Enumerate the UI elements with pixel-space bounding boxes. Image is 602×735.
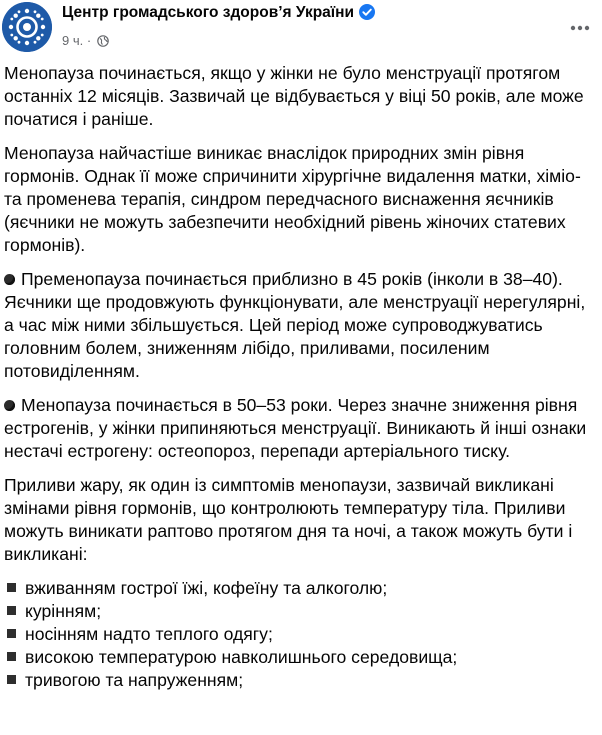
black-circle-icon — [4, 400, 15, 411]
post-header — [0, 0, 602, 58]
more-options-icon — [570, 25, 590, 31]
verified-badge-icon — [359, 4, 375, 20]
paragraph-1: Менопауза починається, якщо у жінки не було менструації протягом останніх 12 місяців. Зазвичай це відбувається у віці 50 років, але може початися і раніше. — [4, 63, 584, 129]
page-name[interactable] — [62, 4, 375, 22]
list-item-text: тривогою та напруженням; — [25, 670, 244, 690]
paragraph-3-text: Пременопауза починається приблизно в 45 років (інколи в 38–40). Яєчники ще продовжують функціонувати, але менструації нерегулярні, а час між ними збільшується. Цей період може супроводжуватись головним болем, зниженням лібідо, приливами, посиленим потовиділенням. — [4, 269, 586, 381]
page-name-text[interactable]: Центр громадського здоров’я України — [62, 4, 355, 21]
list-item — [4, 646, 598, 669]
list-item-text: носінням надто теплого одягу; — [25, 624, 273, 644]
square-bullet-icon — [7, 583, 16, 592]
meta-separator: · — [86, 33, 92, 48]
list-item-text: високою температурою навколишнього середовища; — [25, 647, 458, 667]
causes-list — [4, 577, 598, 692]
list-item — [4, 623, 598, 646]
square-bullet-icon — [7, 606, 16, 615]
post-text — [4, 62, 598, 692]
globe-icon — [97, 35, 109, 47]
list-item-text: вживанням гострої їжі, кофеїну та алкоголю; — [25, 578, 388, 598]
black-circle-icon — [4, 274, 15, 285]
square-bullet-icon — [7, 629, 16, 638]
post-time[interactable]: 9 ч. — [62, 33, 84, 48]
paragraph-2: Менопауза найчастіше виникає внаслідок природних змін рівня гормонів. Однак її може спричинити хірургічне видалення матки, хіміо- та променева терапія, синдром передчасного виснаження яєчників (яєчники не можуть забезпечити необхідний рівень жіночих статевих гормонів). — [4, 143, 581, 255]
square-bullet-icon — [7, 652, 16, 661]
list-item — [4, 577, 598, 600]
post-meta — [62, 33, 109, 48]
more-options-button[interactable] — [566, 14, 594, 42]
logo-icon — [2, 2, 52, 52]
square-bullet-icon — [7, 675, 16, 684]
list-item — [4, 669, 598, 692]
paragraph-3 — [4, 268, 598, 383]
paragraph-5: Приливи жару, як один із симптомів менопаузи, зазвичай викликані змінами рівня гормонів, що контролюють температуру тіла. Приливи можуть виникати раптово протягом дня та ночі, а також можуть бути і викликані: — [4, 475, 573, 564]
page-avatar[interactable] — [2, 2, 52, 52]
list-item-text: курінням; — [25, 601, 102, 621]
paragraph-4-text: Менопауза починається в 50–53 роки. Через значне зниження рівня естрогенів, у жінки припиняються менструації. Виникають й інші ознаки нестачі естрогену: остеопороз, перепади артеріального тиску. — [4, 395, 587, 461]
paragraph-4 — [4, 394, 598, 463]
list-item — [4, 600, 598, 623]
